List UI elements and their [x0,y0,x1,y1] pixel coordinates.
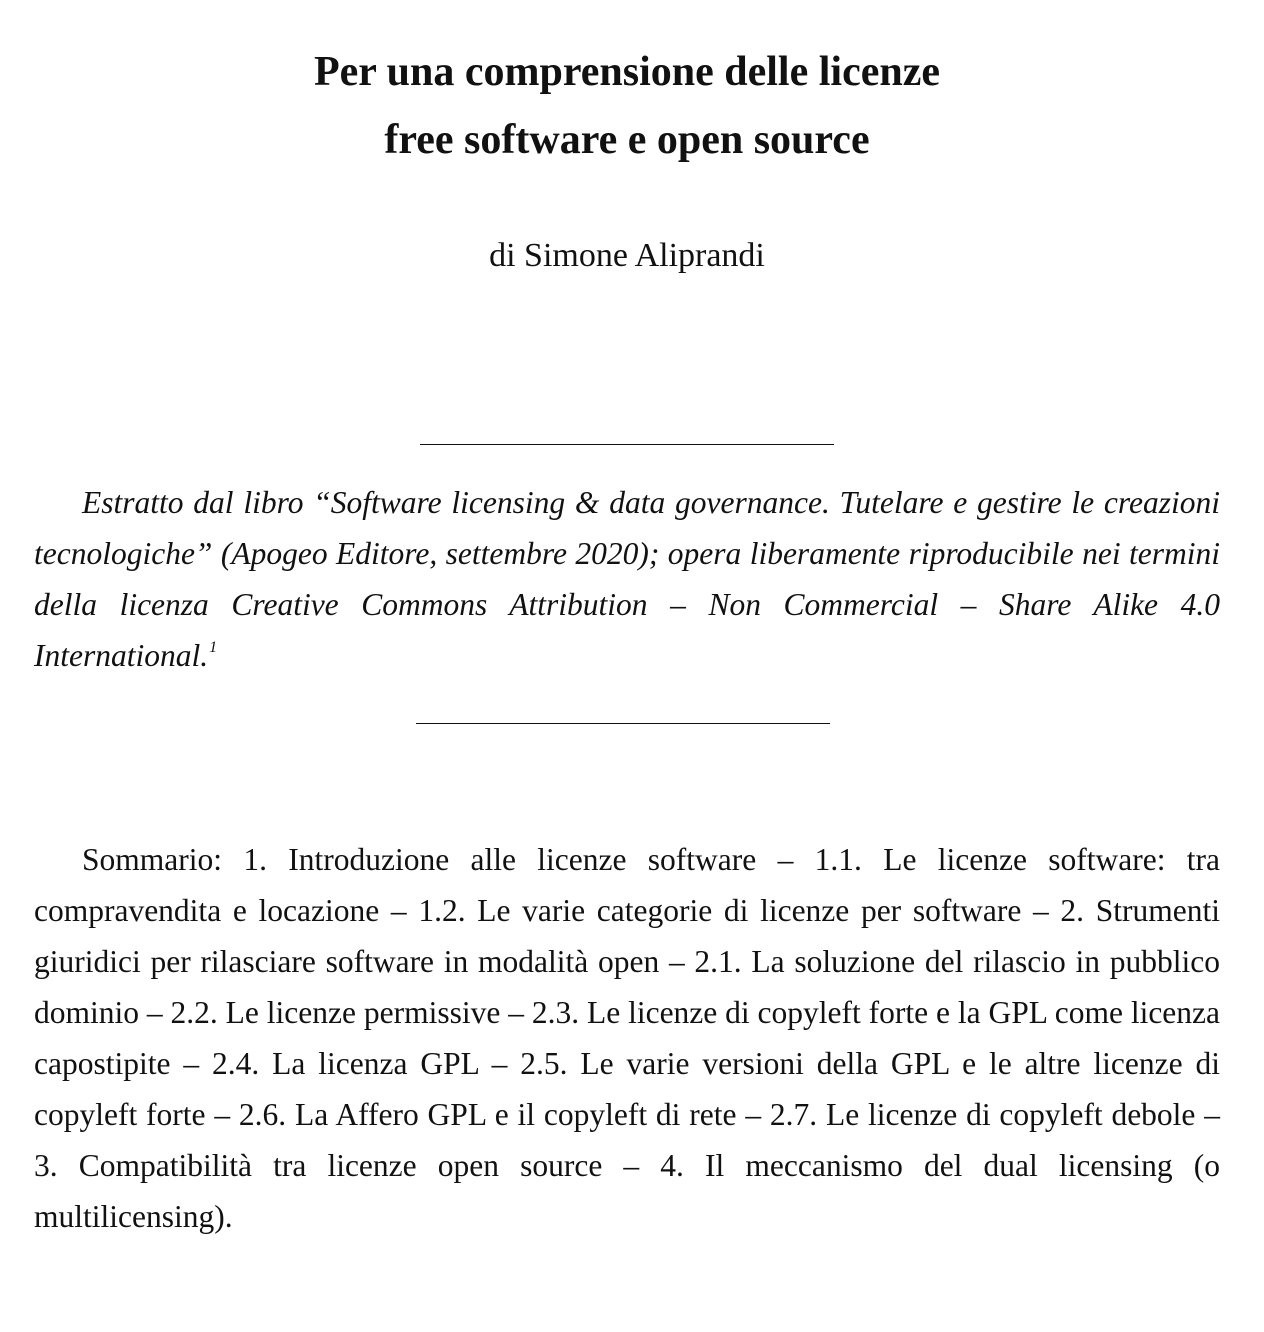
author-byline: di Simone Aliprandi [489,237,765,274]
title-line-1: Per una comprensione delle licenze [313,49,941,95]
title-line-2: free software e open source [384,117,870,163]
abstract-paragraph [34,477,1220,681]
footnote-reference[interactable]: 1 [209,639,218,656]
document-title [34,38,1220,174]
abstract-text: Estratto dal libro “Software licensing & data governance. Tutelare e gestire le creazioni tecnologiche” (Apogeo Editore, settembre 2020); opera liberamente riproducibile nei termini della licenza Creative Commons Attribution – Non Commercial – Share Alike 4.0 International. [34,485,1220,673]
divider-bottom [416,723,830,724]
divider-top [420,444,834,445]
summary-paragraph: Sommario: 1. Introduzione alle licenze software – 1.1. Le licenze software: tra compravendita e locazione – 1.2. Le varie categorie di licenze per software – 2. Strumenti giuridici per rilasciare software in modalità open – 2.1. La soluzione del rilascio in pubblico dominio – 2.2. Le licenze permissive – 2.3. Le licenze di copyleft forte e la GPL come licenza capostipite – 2.4. La licenza GPL – 2.5. Le varie versioni della GPL e le altre licenze di copyleft forte – 2.6. La Affero GPL e il copyleft di rete – 2.7. Le licenze di copyleft debole – 3. Compatibilità tra licenze open source – 4. Il meccanismo del dual licensing (o multilicensing). [34,842,1220,1234]
